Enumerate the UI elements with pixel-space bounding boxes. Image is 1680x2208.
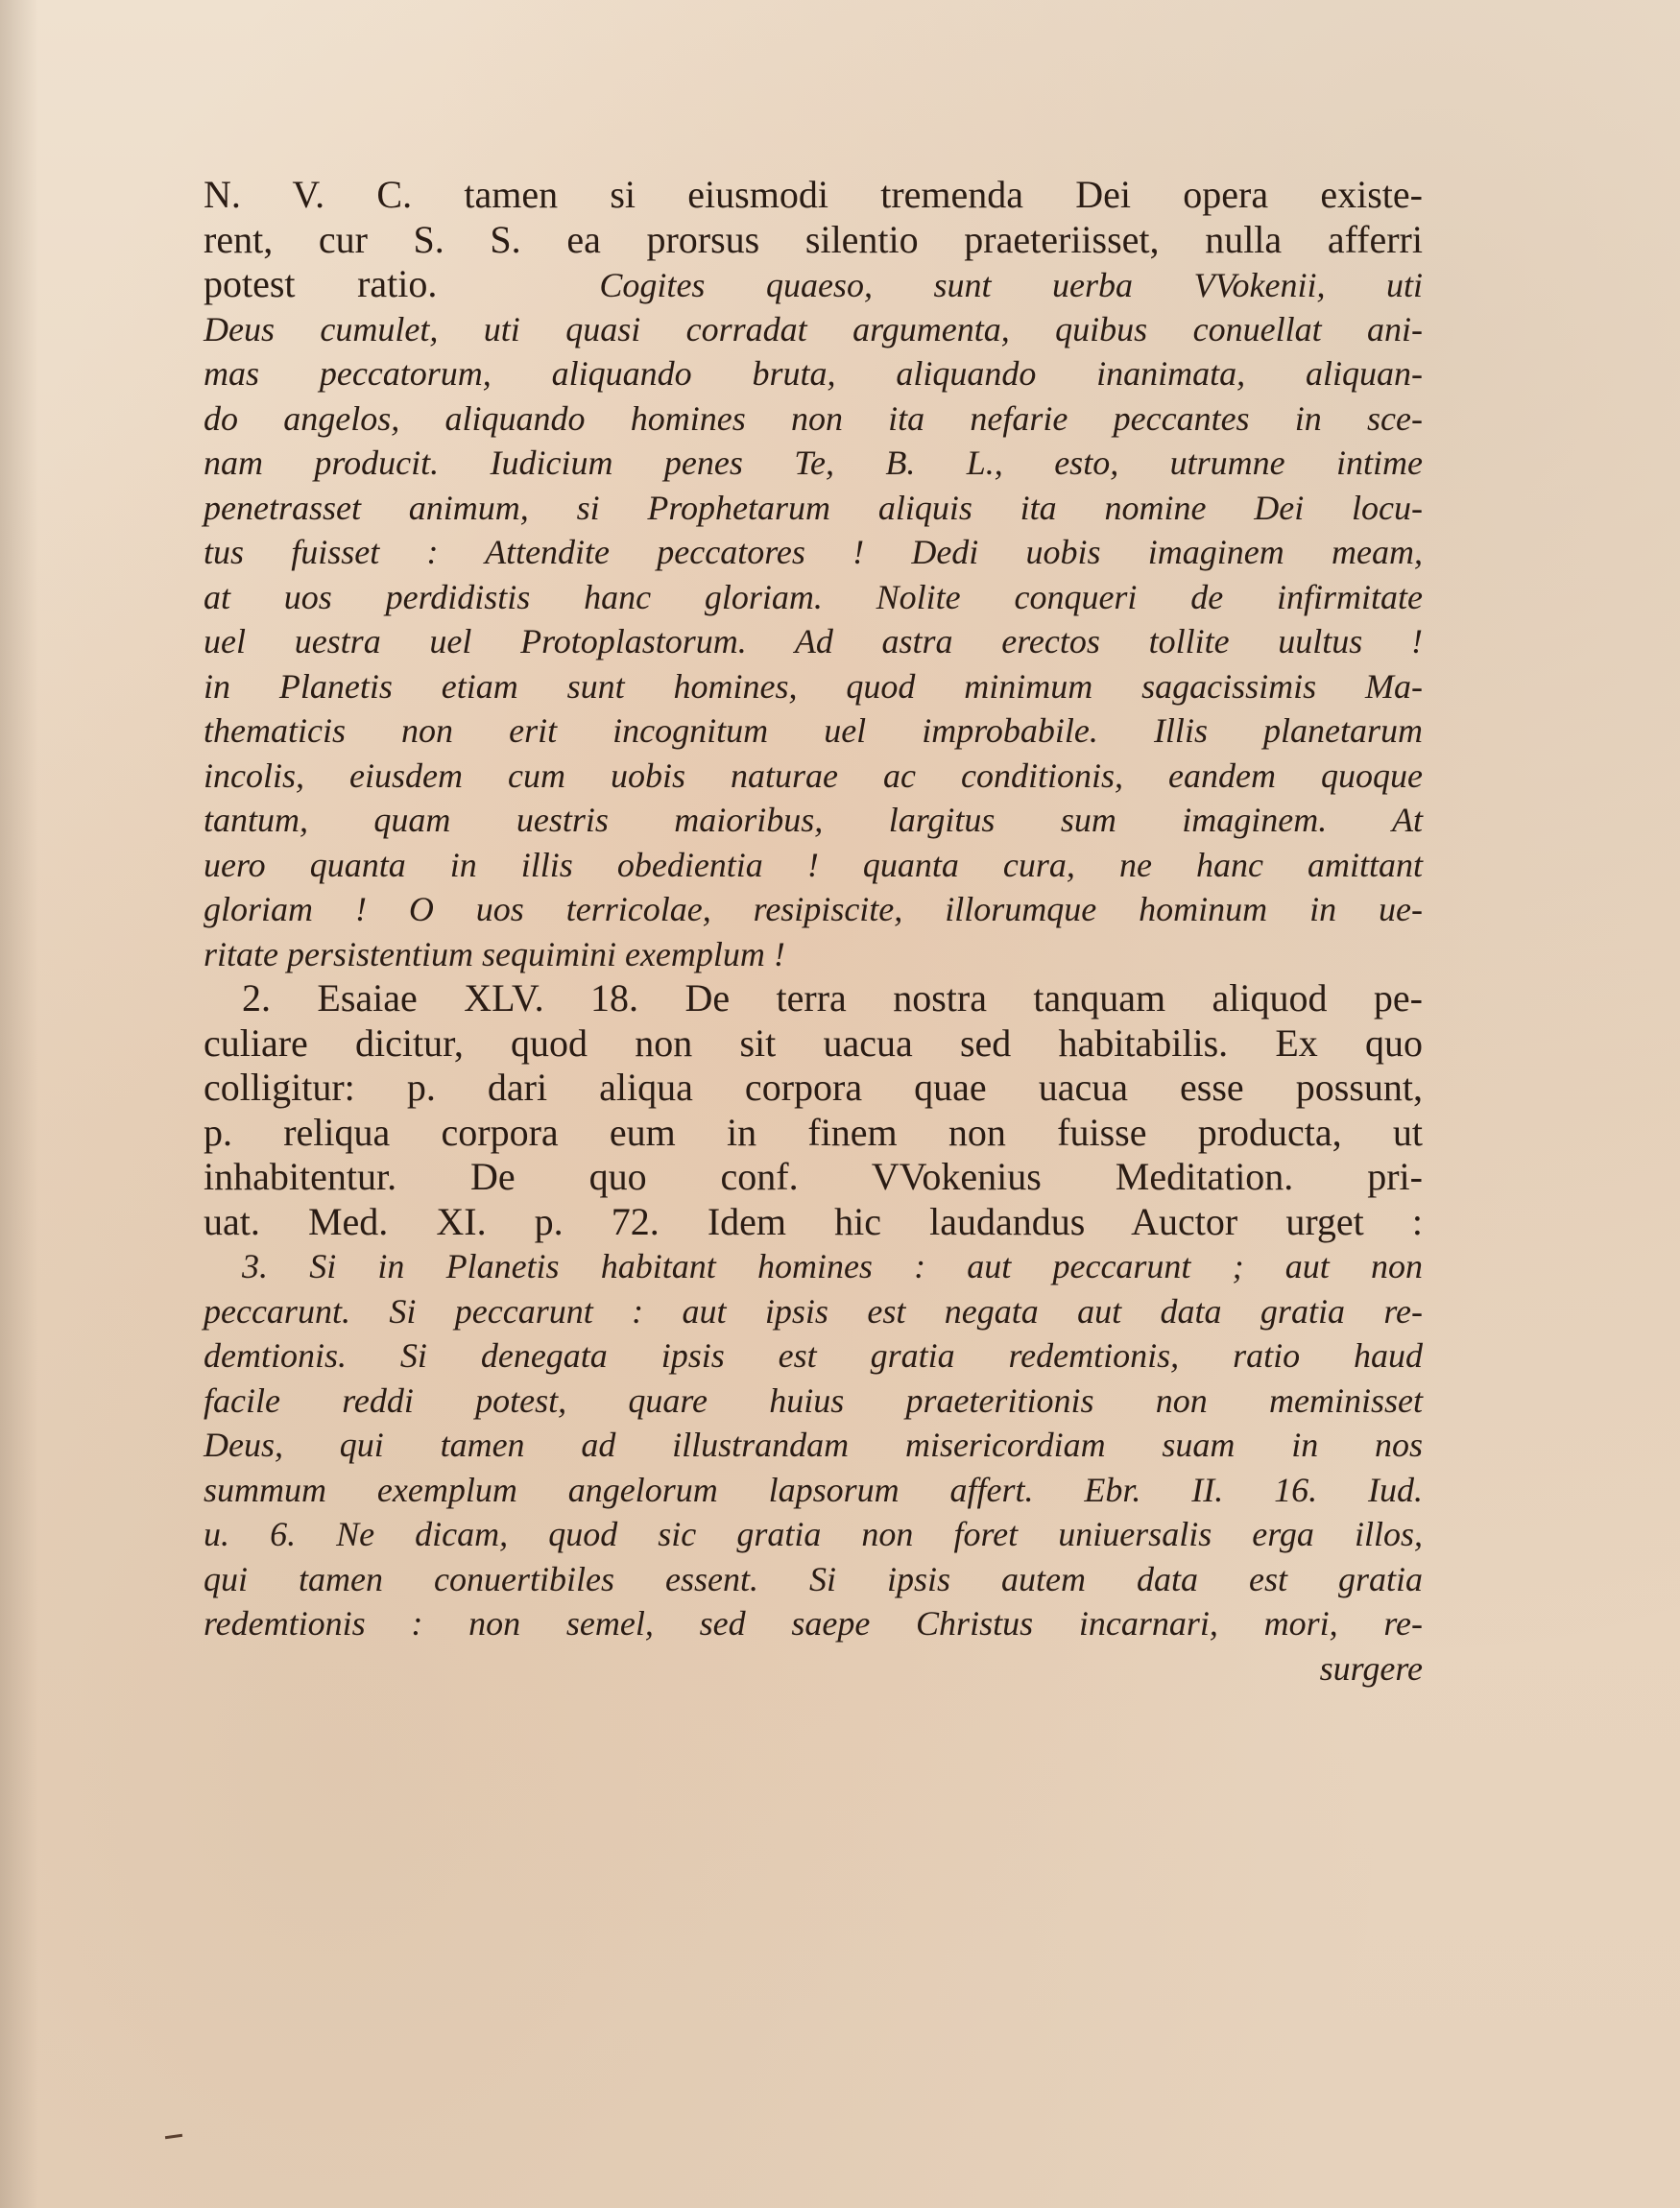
roman-segment: potest ratio. xyxy=(204,262,438,305)
page-edge-shadow xyxy=(0,0,38,2208)
body-text xyxy=(204,173,1423,1691)
text-line: tus fuisset : Attendite peccatores ! Dedi uobis imaginem meam, xyxy=(204,533,1423,571)
text-line: penetrasset animum, si Prophetarum aliquis ita nomine Dei locu- xyxy=(204,488,1423,527)
italic-segment: Cogites quaeso, sunt uerba VVokenii, uti xyxy=(599,266,1423,304)
text-line: 3. Si in Planetis habitant homines : aut peccarunt ; aut non xyxy=(242,1247,1423,1285)
text-line: mas peccatorum, aliquando bruta, aliquando inanimata, aliquan- xyxy=(204,354,1423,393)
text-line: tantum, quam uestris maioribus, largitus sum imaginem. At xyxy=(204,801,1423,839)
text-line: do angelos, aliquando homines non ita nefarie peccantes in sce- xyxy=(204,398,1423,438)
text-line: surgere xyxy=(1319,1648,1423,1688)
text-line: facile reddi potest, quare huius praeteritionis non meminisset xyxy=(204,1380,1423,1420)
text-line: thematicis non erit incognitum uel improbabile. Illis planetarum xyxy=(204,711,1423,750)
text-line: u. 6. Ne dicam, quod sic gratia non foret uniuersalis erga illos, xyxy=(204,1515,1423,1553)
text-line: 2. Esaiae XLV. 18. De terra nostra tanquam aliquod pe- xyxy=(242,976,1423,1020)
text-line: ritate persistentium sequimini exemplum ! xyxy=(204,934,785,973)
text-line: p. reliqua corpora eum in finem non fuisse producta, ut xyxy=(204,1110,1423,1154)
text-line: incolis, eiusdem cum uobis naturae ac conditionis, eandem quoque xyxy=(204,756,1423,795)
text-line: uel uestra uel Protoplastorum. Ad astra erectos tollite uultus ! xyxy=(204,622,1423,660)
ink-mark xyxy=(165,2134,182,2139)
text-line: redemtionis : non semel, sed saepe Christus incarnari, mori, re- xyxy=(204,1604,1423,1643)
text-line: nam producit. Iudicium penes Te, B. L., esto, utrumne intime xyxy=(204,444,1423,482)
text-line: at uos perdidistis hanc gloriam. Nolite conqueri de infirmitate xyxy=(204,577,1423,616)
text-line: culiare dicitur, quod non sit uacua sed habitabilis. Ex quo xyxy=(204,1020,1423,1065)
text-line: summum exemplum angelorum lapsorum affert. Ebr. II. 16. Iud. xyxy=(204,1470,1423,1509)
text-line: demtionis. Si denegata ipsis est gratia redemtionis, ratio haud xyxy=(204,1336,1423,1375)
text-line: peccarunt. Si peccarunt : aut ipsis est negata aut data gratia re- xyxy=(204,1291,1423,1331)
text-line: rent, cur S. S. ea prorsus silentio praeteriisset, nulla afferri xyxy=(204,217,1423,261)
text-line: uat. Med. XI. p. 72. Idem hic laudandus Auctor urget : xyxy=(204,1199,1423,1243)
text-line: in Planetis etiam sunt homines, quod minimum sagacissimis Ma- xyxy=(204,666,1423,706)
text-line: Deus cumulet, uti quasi corradat argumenta, quibus conuellat ani- xyxy=(204,309,1423,348)
text-line: qui tamen conuertibiles essent. Si ipsis autem data est gratia xyxy=(204,1559,1423,1598)
text-line: inhabitentur. De quo conf. VVokenius Meditation. pri- xyxy=(204,1155,1423,1198)
text-line: colligitur: p. dari aliqua corpora quae uacua esse possunt, xyxy=(204,1066,1423,1109)
text-line: N. V. C. tamen si eiusmodi tremenda Dei opera existe- xyxy=(204,173,1423,216)
text-line xyxy=(204,262,1423,307)
text-line: uero quanta in illis obedientia ! quanta cura, ne hanc amittant xyxy=(204,845,1423,884)
text-line: gloriam ! O uos terricolae, resipiscite, illorumque hominum in ue- xyxy=(204,890,1423,928)
text-line: Deus, qui tamen ad illustrandam misericordiam suam in nos xyxy=(204,1426,1423,1464)
